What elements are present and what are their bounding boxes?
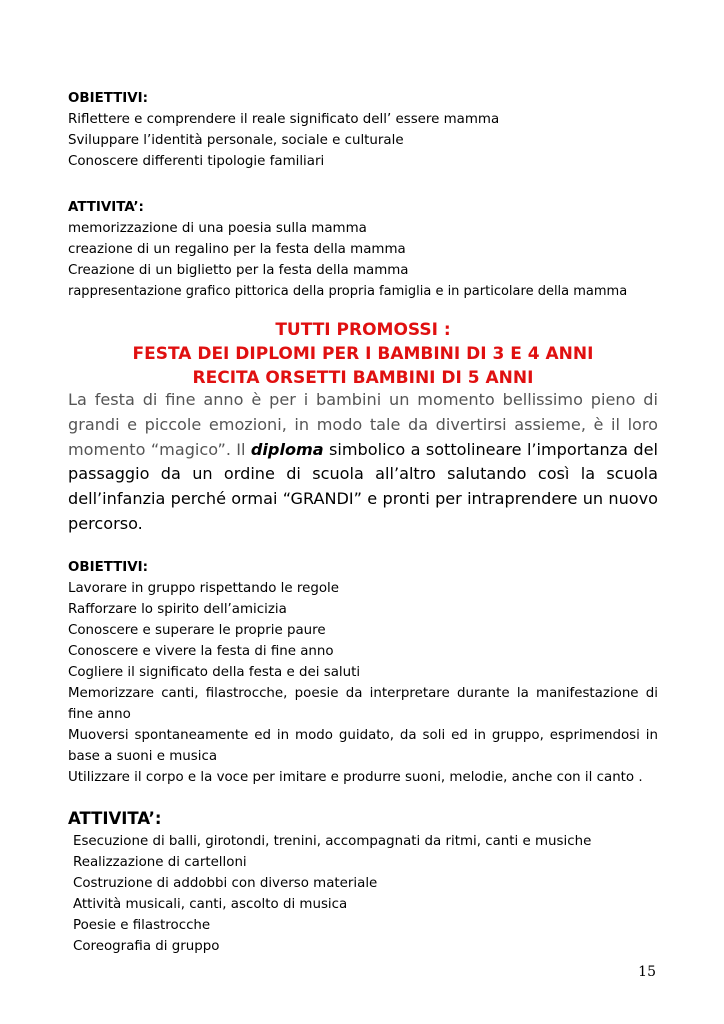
title-festa-diplomi: FESTA DEI DIPLOMI PER I BAMBINI DI 3 E 4 ANNI <box>132 344 594 364</box>
objective-item: Conoscere e vivere la festa di fine anno <box>68 644 334 659</box>
activity-item: Costruzione di addobbi con diverso materiale <box>73 876 378 891</box>
objective-item: Conoscere e superare le proprie paure <box>68 623 326 638</box>
intro-text-part1: La festa di fine anno è per i bambini un momento bellissimo pieno di grandi e piccole emozioni, in modo tale da divertirsi assieme, è il loro momento “magico”. Il <box>68 390 658 459</box>
objective-item: Rafforzare lo spirito dell’amicizia <box>68 602 287 617</box>
activity-item: creazione di un regalino per la festa della mamma <box>68 242 406 257</box>
objectives-section-2 <box>68 557 658 788</box>
objectives-heading: OBIETTIVI: <box>68 560 148 575</box>
title-promossi: TUTTI PROMOSSI : <box>275 320 451 340</box>
objective-item: Sviluppare l’identità personale, sociale e culturale <box>68 133 404 148</box>
objectives-section-1 <box>68 88 658 172</box>
objective-item: Lavorare in gruppo rispettando le regole <box>68 581 340 596</box>
diploma-word: diploma <box>250 439 324 459</box>
objective-item: Riflettere e comprendere il reale significato dell’ essere mamma <box>68 112 500 127</box>
activity-item: Poesie e filastrocche <box>73 918 211 933</box>
activities-heading: ATTIVITA’: <box>68 809 162 828</box>
objective-item: Conoscere differenti tipologie familiari <box>68 154 325 169</box>
activity-item: rappresentazione grafico pittorica della propria famiglia e in particolare della mamma <box>68 284 628 299</box>
objective-item: Muoversi spontaneamente ed in modo guidato, da soli ed in gruppo, esprimendosi in base a suoni e musica <box>68 728 658 764</box>
objectives-heading: OBIETTIVI: <box>68 91 148 106</box>
activities-heading: ATTIVITA’: <box>68 200 144 215</box>
activities-section-2 <box>68 807 658 957</box>
activity-item: Attività musicali, canti, ascolto di musica <box>73 897 348 912</box>
activity-item: Coreografia di gruppo <box>73 939 220 954</box>
page-number: 15 <box>638 964 656 980</box>
activity-item: memorizzazione di una poesia sulla mamma <box>68 221 367 236</box>
intro-paragraph <box>68 388 658 537</box>
objective-item: Cogliere il significato della festa e dei saluti <box>68 665 361 680</box>
objective-item: Memorizzare canti, filastrocche, poesie da interpretare durante la manifestazione di fine anno <box>68 686 658 722</box>
activity-item: Creazione di un biglietto per la festa della mamma <box>68 263 409 278</box>
activity-item: Esecuzione di balli, girotondi, trenini, accompagnati da ritmi, canti e musiche <box>73 834 592 849</box>
intro-text-part2: simbolico a sottolineare l’importanza del passaggio da un ordine di scuola all’altro salutando così la scuola dell’infanzia perché ormai “GRANDI” e pronti per intraprendere un nuovo percorso. <box>68 439 658 533</box>
activity-item: Realizzazione di cartelloni <box>73 855 247 870</box>
objective-item: Utilizzare il corpo e la voce per imitare e produrre suoni, melodie, anche con il canto . <box>68 770 643 785</box>
title-recita-orsetti: RECITA ORSETTI BAMBINI DI 5 ANNI <box>192 368 534 388</box>
activities-section-1 <box>68 197 658 302</box>
